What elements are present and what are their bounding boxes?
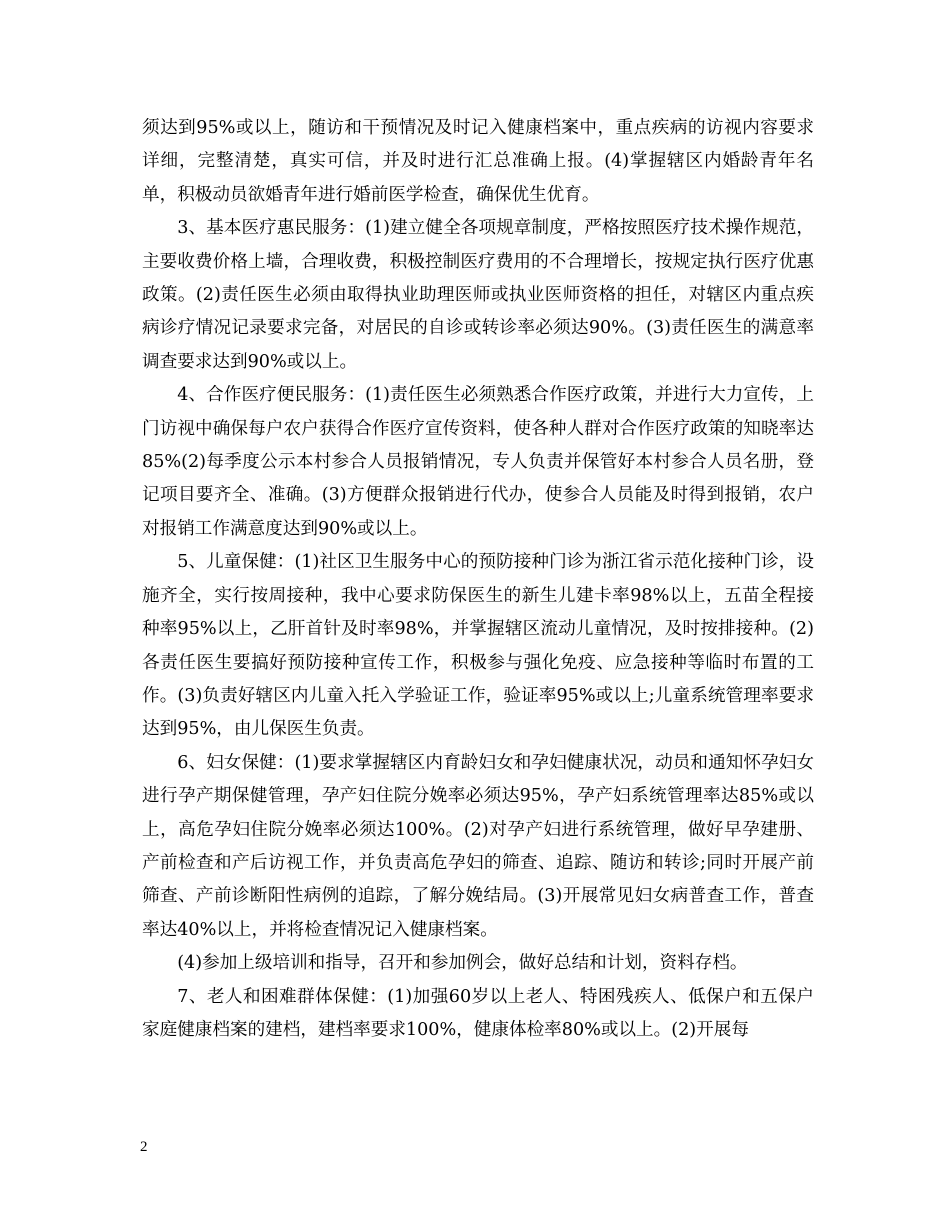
document-body [142,112,814,1047]
paragraph-item-7: 7、老人和困难群体保健：(1)加强60岁以上老人、特困残疾人、低保户和五保户家庭健康档案的建档，建档率要求100%，健康体检率80%或以上。(2)开展每 [142,986,814,1040]
page-number: 2 [140,1139,148,1155]
paragraph-continuation: 须达到95%或以上，随访和干预情况及时记入健康档案中，重点疾病的访视内容要求详细，完整清楚，真实可信，并及时进行汇总准确上报。(4)掌握辖区内婚龄青年名单，积极动员欲婚青年进行婚前医学检查，确保优生优育。 [142,118,814,205]
paragraph-item-6: 6、妇女保健：(1)要求掌握辖区内育龄妇女和孕妇健康状况，动员和通知怀孕妇女进行孕产期保健管理，孕产妇住院分娩率必须达95%，孕产妇系统管理率达85%或以上，高危孕妇住院分娩率必须达100%。(2)对孕产妇进行系统管理，做好早孕建册、产前检查和产后访视工作，并负责高危孕妇的筛查、追踪、随访和转诊;同时开展产前筛查、产前诊断阳性病例的追踪，了解分娩结局。(3)开展常见妇女病普查工作，普查率达40%以上，并将检查情况记入健康档案。 [142,752,814,940]
paragraph-item-3: 3、基本医疗惠民服务：(1)建立健全各项规章制度，严格按照医疗技术操作规范，主要收费价格上墙，合理收费，积极控制医疗费用的不合理增长，按规定执行医疗优惠政策。(2)责任医生必须由取得执业助理医师或执业医师资格的担任，对辖区内重点疾病诊疗情况记录要求完备，对居民的自诊或转诊率必须达90%。(3)责任医生的满意率调查要求达到90%或以上。 [142,218,814,372]
paragraph-item-5: 5、儿童保健：(1)社区卫生服务中心的预防接种门诊为浙江省示范化接种门诊，设施齐全，实行按周接种，我中心要求防保医生的新生儿建卡率98%以上，五苗全程接种率95%以上，乙肝首针及时率98%，并掌握辖区流动儿童情况，及时按排接种。(2)各责任医生要搞好预防接种宣传工作，积极参与强化免疫、应急接种等临时布置的工作。(3)负责好辖区内儿童入托入学验证工作，验证率95%或以上;儿童系统管理率要求达到95%，由儿保医生负责。 [142,552,814,740]
paragraph-item-6-4: (4)参加上级培训和指导，召开和参加例会，做好总结和计划，资料存档。 [177,953,748,974]
paragraph-item-4: 4、合作医疗便民服务：(1)责任医生必须熟悉合作医疗政策，并进行大力宣传，上门访视中确保每户农户获得合作医疗宣传资料，使各种人群对合作医疗政策的知晓率达85%(2)每季度公示本村参合人员报销情况，专人负责并保管好本村参合人员名册，登记项目要齐全、准确。(3)方便群众报销进行代办，使参合人员能及时得到报销，农户对报销工作满意度达到90%或以上。 [142,385,814,539]
